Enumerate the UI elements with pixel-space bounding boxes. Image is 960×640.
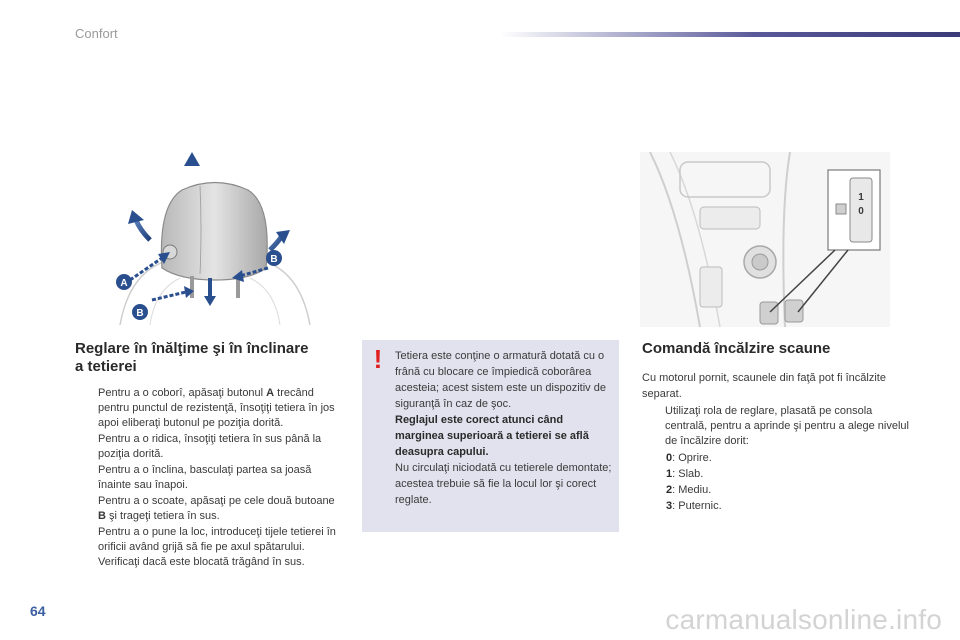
headrest-title-line-2: a tetierei (75, 358, 137, 375)
seat-heating-title: Comandă încălzire scaune (642, 340, 831, 357)
warning-icon: ! (373, 344, 383, 374)
heat-levels (642, 450, 912, 514)
callout-a: A (120, 278, 128, 289)
list-item: Pentru a o scoate, apăsaţi pe cele două butoane B şi trageţi tetiera în sus. (98, 495, 335, 522)
headrest-title-line-1: Reglare în înălţime şi în înclinare (75, 340, 309, 357)
watermark: carmanualsonline.info (665, 604, 942, 635)
dial-label-top: 1 (858, 192, 864, 203)
warning-bold-text: Reglajul este corect atunci când marginea superioară a tetierei se află deasupra capului. (395, 414, 589, 458)
headrest-title (75, 340, 345, 376)
list-item: Utilizaţi rola de reglare, plasată pe consola centrală, pentru a aprinde şi pentru a alege nivelul de încălzire dorit: (665, 405, 909, 447)
heat-level-item: 3: Puternic. (666, 500, 722, 512)
callout-b-left: B (136, 308, 144, 319)
seat-heat-icon (836, 204, 846, 214)
seat-heating-intro: Cu motorul pornit, scaunele din faţă pot fi încălzite separat. (642, 372, 886, 400)
seat-heating-instructions (642, 404, 912, 449)
seat-heating-section (642, 340, 912, 514)
headrest-instructions (75, 386, 345, 570)
list-item: Pentru a o coborî, apăsaţi butonul A trecând pentru punctul de rezistenţă, însoţiţi tetiera în jos apoi eliberaţi butonul pe poziţia dorită. (98, 387, 335, 429)
headrest-section (75, 340, 345, 571)
warning-text: Tetiera este conţine o armatură dotată cu o frână cu blocare ce împiedică coborârea acesteia; acest sistem este un dispozitiv de siguranţă în caz de şoc. Reglajul este corect atunci când marginea superioară a tetierei se află deasupra capului. Nu circulaţi niciodată cu tetierele demontate; acestea trebuie să fie la locul lor şi corect reglate. (395, 350, 612, 506)
heat-level-item: 1: Slab. (666, 468, 704, 480)
section-label: Confort (75, 26, 118, 41)
warning-box (362, 340, 619, 532)
heat-level-item: 2: Mediu. (666, 484, 712, 496)
header-bar (500, 32, 960, 37)
headrest-illustration (100, 150, 330, 330)
console-illustration (640, 152, 890, 327)
list-item: Pentru a o pune la loc, introduceţi tijele tetierei în orificii având grijă să fie pe axul spătarului. Verificaţi dacă este blocată trăgând în sus. (75, 525, 345, 570)
heat-level-item: 0: Oprire. (666, 452, 712, 464)
final-note: Verificaţi dacă este blocată trăgând în sus. (98, 556, 305, 568)
list-item: Pentru a o înclina, basculaţi partea sa joasă înainte sau înapoi. (98, 464, 312, 491)
list-item: Pentru a o ridica, însoţiţi tetiera în sus până la poziţia dorită. (98, 433, 322, 460)
dial-label-bottom: 0 (858, 206, 864, 217)
callout-b-right: B (270, 254, 278, 265)
page-number: 64 (30, 603, 46, 619)
